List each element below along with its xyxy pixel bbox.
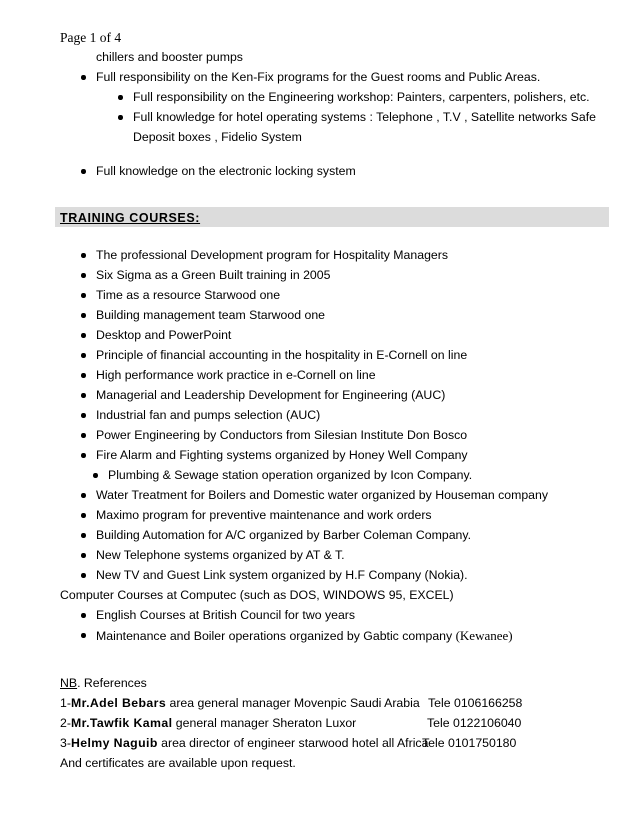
course-item: Industrial fan and pumps selection (AUC)	[96, 408, 321, 422]
nb-label: NB	[60, 676, 78, 690]
reference-name: Mr.Tawfik Kamal	[70, 716, 173, 730]
training-courses-heading: TRAINING COURSES:	[60, 211, 201, 225]
bullet-icon	[93, 473, 98, 478]
course-item: Plumbing & Sewage station operation organized by Icon Company.	[108, 468, 473, 482]
reference-phone: Tele 0122106040	[427, 716, 522, 730]
reference-name: Helmy Naguib	[70, 736, 158, 750]
course-item: Managerial and Leadership Development for Engineering (AUC)	[96, 388, 446, 402]
course-item: Time as a resource Starwood one	[96, 288, 281, 302]
bullet-icon	[81, 613, 86, 618]
course-item: Desktop and PowerPoint	[96, 328, 232, 342]
reference-item	[60, 716, 356, 730]
continuation-line: chillers and booster pumps	[96, 50, 243, 64]
course-item: The professional Development program for Hospitality Managers	[96, 248, 448, 262]
course-item: Principle of financial accounting in the hospitality in E-Cornell on line	[96, 348, 468, 362]
responsibility-item: Full responsibility on the Engineering workshop: Painters, carpenters, polishers, etc.	[133, 90, 590, 104]
course-item: Building Automation for A/C organized by Barber Coleman Company.	[96, 528, 472, 542]
bullet-icon	[81, 293, 86, 298]
responsibility-item: Full knowledge on the electronic locking system	[96, 164, 356, 178]
course-item: Maximo program for preventive maintenance and work orders	[96, 508, 432, 522]
reference-description: area general manager Movenpic Saudi Arabia	[166, 696, 420, 710]
bullet-icon	[81, 75, 86, 80]
bullet-icon	[118, 115, 123, 120]
reference-description: general manager Sheraton Luxor	[172, 716, 357, 730]
reference-phone: Tele 0106166258	[428, 696, 523, 710]
reference-description: area director of engineer starwood hotel all Africa	[157, 736, 429, 750]
reference-item	[60, 696, 420, 710]
bullet-icon	[81, 353, 86, 358]
references-heading-text: . References	[77, 676, 147, 690]
bullet-icon	[118, 95, 123, 100]
bullet-icon	[81, 553, 86, 558]
course-item-serif-note: (Kewanee)	[455, 628, 513, 643]
bullet-icon	[81, 513, 86, 518]
certificates-note: And certificates are available upon request.	[60, 756, 296, 770]
bullet-icon	[81, 333, 86, 338]
bullet-icon	[81, 273, 86, 278]
bullet-icon	[81, 453, 86, 458]
responsibility-item: Full knowledge for hotel operating systems : Telephone , T.V , Satellite networks Safe	[133, 110, 596, 124]
reference-phone: Tele 0101750180	[422, 736, 517, 750]
reference-number: 2-	[60, 716, 71, 730]
page-number: Page 1 of 4	[60, 30, 122, 45]
reference-item	[60, 736, 428, 750]
bullet-icon	[81, 253, 86, 258]
reference-name: Mr.Adel Bebars	[70, 696, 167, 710]
course-item: English Courses at British Council for two years	[96, 608, 356, 622]
course-item: New TV and Guest Link system organized by H.F Company (Nokia).	[96, 568, 468, 582]
course-item: Building management team Starwood one	[96, 308, 325, 322]
responsibility-item: Full responsibility on the Ken-Fix programs for the Guest rooms and Public Areas.	[96, 70, 541, 84]
course-item: Six Sigma as a Green Built training in 2005	[96, 268, 331, 282]
bullet-icon	[81, 533, 86, 538]
course-item: New Telephone systems organized by AT & T.	[96, 548, 345, 562]
bullet-icon	[81, 373, 86, 378]
bullet-icon	[81, 169, 86, 174]
course-item: High performance work practice in e-Cornell on line	[96, 368, 376, 382]
bullet-icon	[81, 413, 86, 418]
reference-number: 3-	[60, 736, 71, 750]
responsibility-item-continuation: Deposit boxes , Fidelio System	[133, 130, 302, 144]
course-item	[96, 628, 513, 644]
course-item: Water Treatment for Boilers and Domestic water organized by Houseman company	[96, 488, 548, 502]
bullet-icon	[81, 313, 86, 318]
bullet-icon	[81, 433, 86, 438]
reference-number: 1-	[60, 696, 71, 710]
computec-line: Computer Courses at Computec (such as DOS, WINDOWS 95, EXCEL)	[60, 588, 454, 602]
course-item: Power Engineering by Conductors from Silesian Institute Don Bosco	[96, 428, 468, 442]
bullet-icon	[81, 633, 86, 638]
bullet-icon	[81, 393, 86, 398]
course-item: Fire Alarm and Fighting systems organized by Honey Well Company	[96, 448, 468, 462]
references-heading	[60, 676, 147, 690]
bullet-icon	[81, 493, 86, 498]
bullet-icon	[81, 573, 86, 578]
course-item-text: Maintenance and Boiler operations organized by Gabtic company	[96, 629, 453, 643]
